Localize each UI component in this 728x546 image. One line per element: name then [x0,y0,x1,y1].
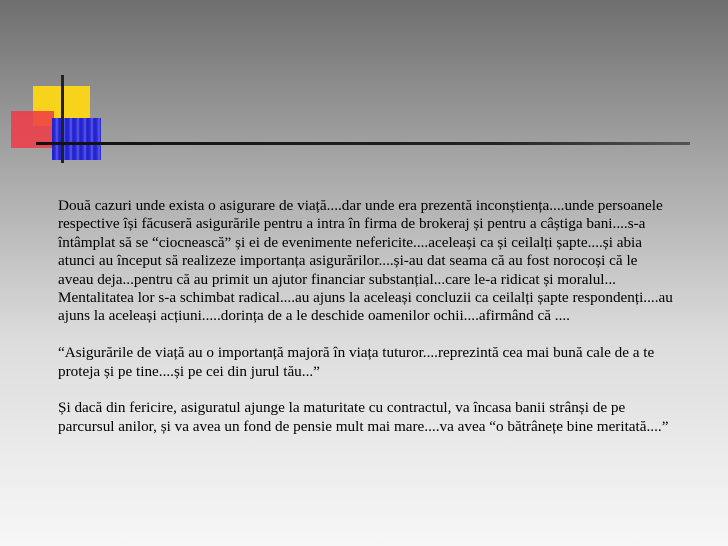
paragraph-quote: “Asigurările de viață au o importanță majoră în viața tuturor....reprezintă cea mai bună cale de a te proteja și pe tine....și pe cei din jurul tău...” [58,344,655,380]
decorative-blue-square [52,118,101,160]
title-divider-line [36,142,690,145]
paragraph-conclusion: Și dacă din fericire, asiguratul ajunge la maturitate cu contractul, va încasa banii strânși de pe parcursul anilor, și va avea un fond de pensie mult mai mare....va avea “o bătrânețe bine meritată....” [58,399,669,435]
decorative-vertical-line [61,75,64,163]
paragraph-mentality: Mentalitatea lor s-a schimbat radical....au ajuns la aceleași concluzii ca ceilalți șapte respondenți....au ajuns la aceleași acțiuni.....dorința de a le deschide oamenilor ochii....afirmând că .... [58,289,673,325]
slide-body-text [58,197,676,436]
paragraph-spacer [58,326,676,344]
paragraph-spacer [58,381,676,399]
paragraph-intro: Două cazuri unde exista o asigurare de viață....dar unde era prezentă inconștiența....unde persoanele respective își făcuseră asigurările pentru a intra în firma de brokeraj și pentru a câștiga bani....s-a întâmplat să se “ciocnească” și ei de evenimente nefericite....aceleași ca și ceilalți șapte....și abia atunci au început să realizeze importanța asigurărilor....și-au dat seama că au fost norocoși că le aveau deja...pentru că au primit un ajutor financiar substanțial...care le-a ridicat și moralul... [58,197,663,288]
